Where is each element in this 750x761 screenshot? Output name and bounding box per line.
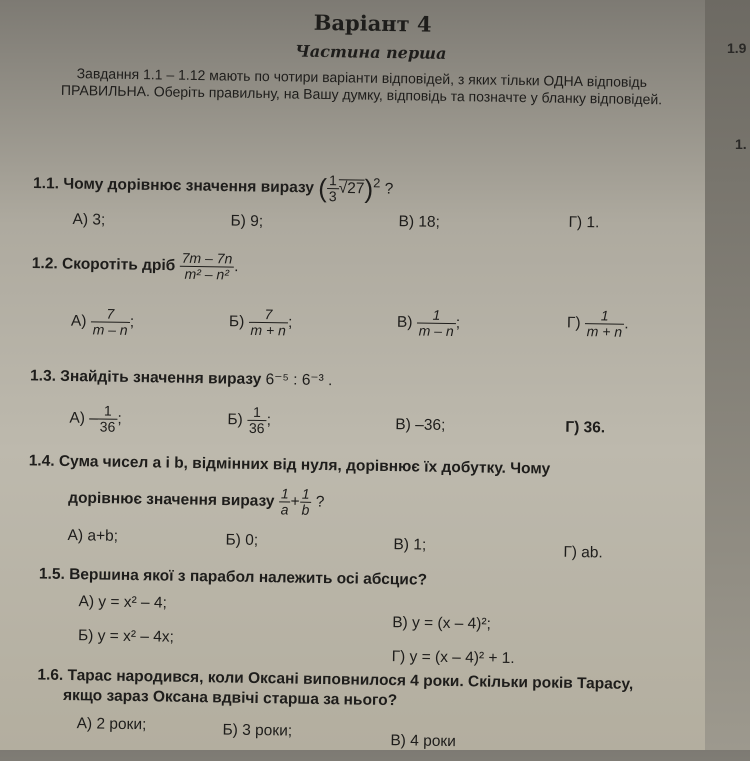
question-1-2: 1.2. Скоротіть дріб $\frac{7m - 7n}{\text{m² – n²}}$ . [31, 249, 239, 283]
option-d: Г) 36. [565, 418, 606, 437]
side-number: 1.9 [727, 40, 747, 56]
instructions: Завдання 1.1 – 1.12 мають по чотири варіанти відповідей, з яких тільки ОДНА відповідь ПРАВИЛЬНА. Оберіть правильну, на Вашу думку, відповідь та позначте у бланку відповідей. [60, 65, 663, 108]
page-subtitle: Частина перша [295, 41, 447, 63]
option-a: А) y = x² – 4; [78, 593, 167, 612]
question-1-4-line2: дорівнює значення виразу $\frac{1}{a}$ + $\frac{1}{b}$ ? [68, 485, 325, 518]
question-text: 1.1. Чому дорівнює значення виразу [32, 175, 315, 197]
fraction: $\frac{7m - 7n}{\text{m² – n²}}$ [179, 251, 234, 283]
question-1-5: 1.5. Вершина якої з парабол належить осі абсцис? [38, 565, 428, 589]
question-1-6-line2: якщо зараз Оксана вдвічі старша за нього? [62, 686, 398, 710]
option-b: Б) 9; [230, 212, 264, 231]
option-b: Б) $\frac{1}{36}$ ; [227, 403, 272, 437]
option-b: Б) 0; [225, 531, 259, 549]
option-c: В) –36; [395, 416, 446, 434]
option-c: В) 1; [393, 536, 427, 554]
option-c: В) y = (x – 4)²; [392, 614, 492, 633]
option-a: А) $\frac{7}{m - n}$ ; [70, 305, 135, 338]
question-1-1: 1.1. Чому дорівнює значення виразу ( $\frac{1}{3}$ √27)$^2$ ? [32, 172, 394, 205]
question-text: 1.3. Знайдіть значення виразу [29, 367, 262, 389]
side-number: 1. [735, 136, 747, 152]
option-b: Б) $\frac{7}{m + n}$ ; [228, 306, 293, 339]
option-a: А) – $\frac{1}{36}$ ; [69, 402, 122, 435]
option-b: Б) 3 роки; [222, 721, 293, 740]
option-d: Г) $\frac{1}{m + n}$ . [566, 307, 629, 340]
option-c: В) 18; [398, 213, 441, 231]
question-text: 1.2. Скоротіть дріб [31, 255, 176, 275]
question-1-4-line1: 1.4. Сума чисел a і b, відмінних від нуля, дорівнює їх добутку. Чому [28, 452, 551, 478]
option-c: В) $\frac{1}{m - n}$ ; [396, 306, 461, 340]
option-a: А) 3; [72, 211, 106, 229]
page-edge [705, 0, 750, 750]
question-1-6-line1: 1.6. Тарас народився, коли Оксані виповнилося 4 роки. Скільки років Тарасу, [37, 666, 634, 693]
option-b: Б) y = x² – 4x; [77, 627, 175, 646]
expression: 6⁻⁵ : 6⁻³ . [265, 371, 333, 390]
option-c: В) 4 роки [390, 732, 456, 751]
fraction: $\frac{1}{3}$ [328, 172, 337, 205]
option-a: А) a+b; [67, 527, 119, 545]
option-d: Г) y = (x – 4)² + 1. [391, 648, 515, 668]
option-d: Г) 1. [568, 213, 600, 232]
page-title: Варіант 4 [313, 9, 432, 37]
question-1-3 [30, 366, 333, 390]
option-d: Г) ab. [563, 543, 603, 562]
option-a: А) 2 роки; [76, 715, 147, 734]
